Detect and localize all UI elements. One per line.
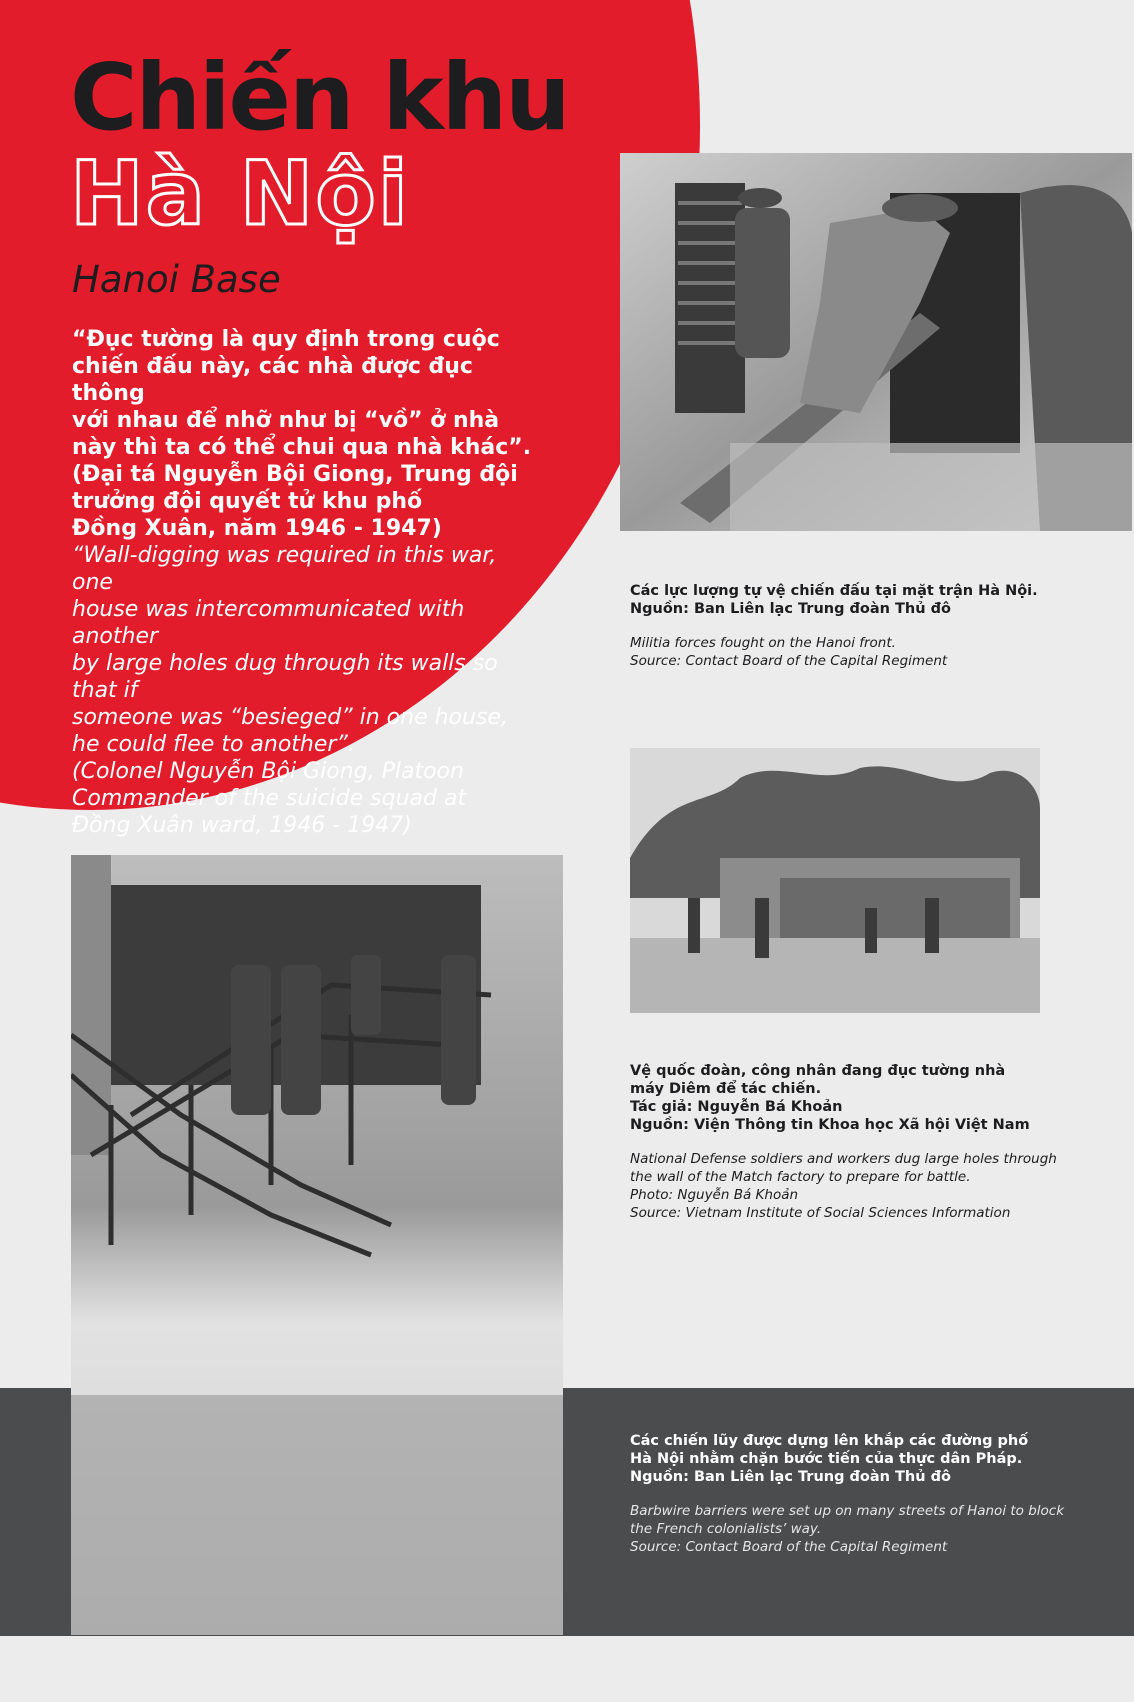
caption-3 xyxy=(630,1432,1070,1556)
caption-1 xyxy=(630,582,1070,670)
caption-2 xyxy=(630,1062,1070,1222)
caption-1-vietnamese: Các lực lượng tự vệ chiến đấu tại mặt trận Hà Nội. Nguồn: Ban Liên lạc Trung đoàn Thủ đô xyxy=(630,583,1038,617)
caption-3-english: Barbwire barriers were set up on many streets of Hanoi to block the French colonialists’ way. Source: Contact Board of the Capital Regiment xyxy=(630,1503,1065,1555)
title-line-2: Hà Nội xyxy=(70,142,410,245)
photo-match-factory-wall xyxy=(630,748,1040,1013)
photo-barbwire-barricade xyxy=(71,855,563,1635)
caption-3-vietnamese: Các chiến lũy được dựng lên khắp các đường phố Hà Nội nhằm chặn bước tiến của thực dân Pháp. Nguồn: Ban Liên lạc Trung đoàn Thủ đô xyxy=(630,1433,1029,1485)
quote-vietnamese: “Đục tường là quy định trong cuộc chiến đấu này, các nhà được đục thông với nhau để nhỡ như bị “vồ” ở nhà này thì ta có thể chui qua nhà khác”. (Đại tá Nguyễn Bội Giong, Trung đội trưởng đội quyết tử khu phố Đồng Xuân, năm 1946 - 1947) xyxy=(72,327,532,541)
quote-english: “Wall-digging was required in this war, one house was intercommunicated with another by large holes dug through its walls so that if someone was “besieged” in one house, he could flee to another”. (Colonel Nguyễn Bội Giong, Platoon Commander of the suicide squad at Đồng Xuân ward, 1946 - 1947) xyxy=(72,543,508,838)
photo-militia-window xyxy=(620,153,1132,531)
subtitle: Hanoi Base xyxy=(72,258,281,301)
caption-2-vietnamese: Vệ quốc đoàn, công nhân đang đục tường nhà máy Diêm để tác chiến. Tác giả: Nguyễn Bá Khoản Nguồn: Viện Thông tin Khoa học Xã hội Việt Nam xyxy=(630,1063,1030,1133)
caption-1-english: Militia forces fought on the Hanoi front. Source: Contact Board of the Capital Regiment xyxy=(630,635,948,669)
caption-2-english: National Defense soldiers and workers dug large holes through the wall of the Match factory to prepare for battle. Photo: Nguyễn Bá Khoản Source: Vietnam Institute of Social Sciences Information xyxy=(630,1151,1057,1221)
title-line-1: Chiến khu xyxy=(70,44,569,151)
